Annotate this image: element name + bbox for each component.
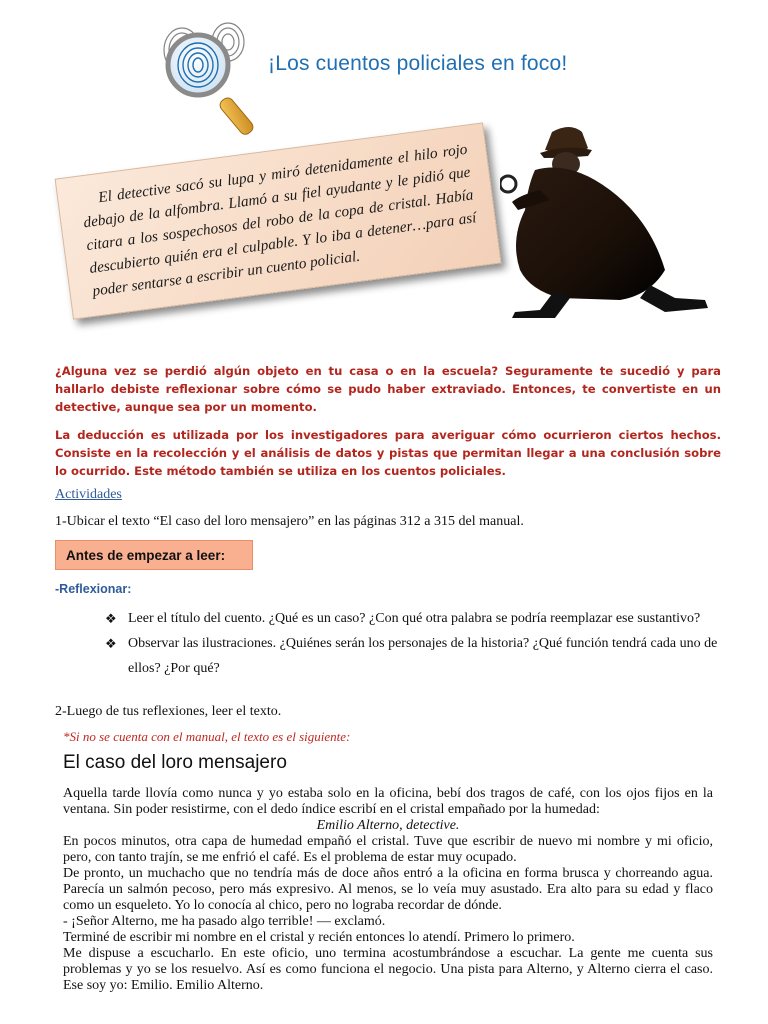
list-item-text: Leer el título del cuento. ¿Qué es un caso? ¿Con qué otra palabra se podría reemplazar ese sustantivo? — [128, 611, 701, 626]
story-paragraph: De pronto, un muchacho que no tendría más de doce años entró a la oficina en forma brusca y chorreando agua. Parecía un salmón pecoso, pero más expresivo. Al menos, se lo veía muy asustado. Era alto para su edad y flaco como un esqueleto. Yo lo conocía al chico, pero no lograba recordar de dónde. — [63, 866, 713, 913]
quote-card — [55, 122, 502, 319]
quote-card-text: El detective sacó su lupa y miró detenidamente el hilo rojo debajo de la alfombra. Llamó a su fiel ayudante y le pidió que citara a los sospechosos del robo de la copa de cristal. Había descubierto quién era el culpable. Y lo iba a detener…para así poder sentarse a escribir un cuento policial. — [82, 140, 478, 300]
task-2-text: 2-Luego de tus reflexiones, leer el texto. — [55, 704, 282, 719]
story-paragraph: En pocos minutos, otra capa de humedad empañó el cristal. Tuve que escribir de nuevo mi nombre y mi oficio, pero, con tanto trajín, se me enfrió el café. Es el problema de estar muy ocupado. — [63, 834, 713, 865]
reflection-list — [105, 606, 725, 681]
intro-paragraph-2: La deducción es utilizada por los investigadores para averiguar cómo ocurrieron ciertos hechos. Consiste en la recolección y el análisis de datos y pistas que permitan llegar a una conclusión sobre lo ocurrido. Este método también se utiliza en los cuentos policiales. — [55, 428, 721, 478]
story-body — [63, 786, 713, 994]
diamond-bullet-icon: ❖ — [105, 636, 117, 651]
story-signature: Emilio Alterno, detective. — [316, 818, 460, 833]
story-paragraph: Terminé de escribir mi nombre en el cristal y recién entonces lo atendí. Primero lo primero. — [63, 930, 575, 945]
list-item-text: Observar las ilustraciones. ¿Quiénes serán los personajes de la historia? ¿Qué función tendrá cada uno de ellos? ¿Por qué? — [128, 636, 718, 676]
story-paragraph: Me dispuse a escucharlo. En este oficio, uno termina acostumbrándose a escuchar. La gente me cuenta sus problemas y yo se los resuelvo. Así es como funciona el negocio. Una pista para Alterno, y Alterno cierra el caso. Ese soy yo: Emilio. Emilio Alterno. — [63, 946, 713, 993]
task-1-text: 1-Ubicar el texto “El caso del loro mensajero” en las páginas 312 a 315 del manual. — [55, 514, 524, 529]
detective-silhouette-illustration — [500, 120, 715, 325]
list-item — [105, 606, 725, 631]
intro-paragraph-1: ¿Alguna vez se perdió algún objeto en tu casa o en la escuela? Seguramente te sucedió y para hallarlo debiste reflexionar sobre cómo se pudo haber extraviado. Entonces, te convertiste en un detective, aunque sea por un momento. — [55, 364, 721, 414]
diamond-bullet-icon: ❖ — [105, 611, 117, 626]
story-paragraph: - ¡Señor Alterno, me ha pasado algo terrible! — exclamó. — [63, 914, 386, 929]
list-item — [105, 631, 725, 681]
before-reading-box — [55, 540, 253, 570]
activities-link[interactable]: Actividades — [55, 487, 122, 502]
magnifying-glass-icon — [150, 20, 270, 140]
story-title: El caso del loro mensajero — [63, 752, 287, 773]
story-paragraph: Aquella tarde llovía como nunca y yo estaba solo en la oficina, bebí dos tragos de café, con los ojos fijos en la ventana. Sin poder resistirme, con el dedo índice escribí en el cristal empañado por la humedad: — [63, 786, 713, 817]
manual-note: *Si no se cuenta con el manual, el texto es el siguiente: — [63, 729, 351, 744]
page-title: ¡Los cuentos policiales en foco! — [268, 52, 568, 75]
reflect-label: -Reflexionar: — [55, 582, 132, 596]
before-reading-label: Antes de empezar a leer: — [66, 548, 226, 563]
